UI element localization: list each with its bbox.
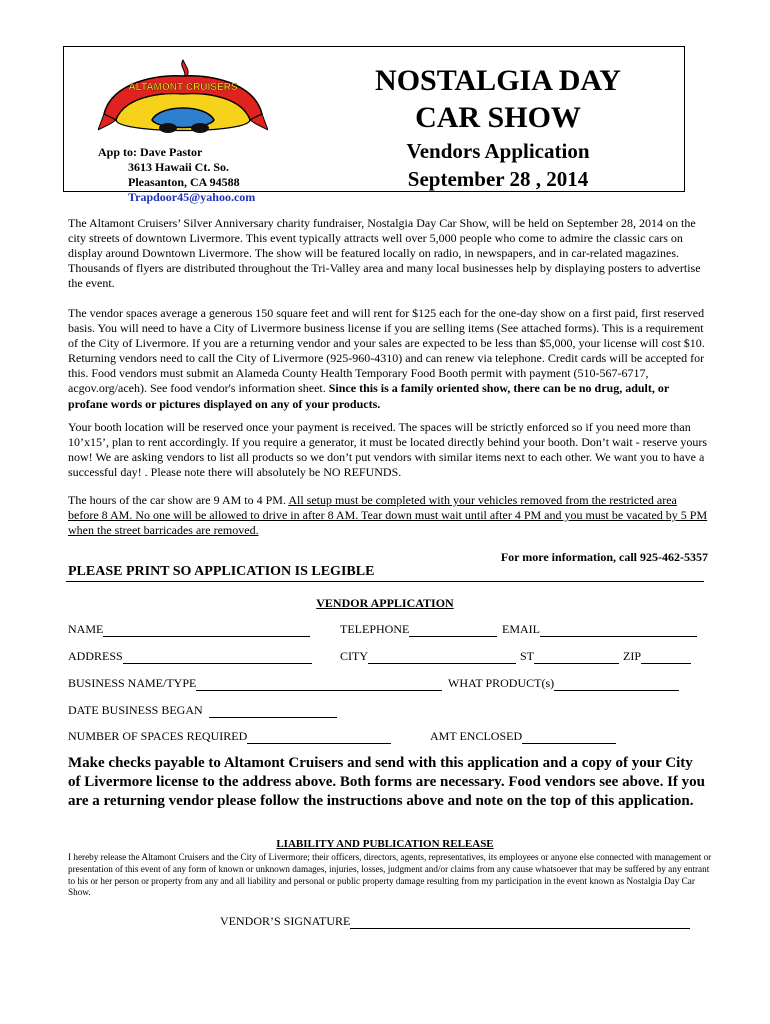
hours-text: The hours of the car show are 9 AM to 4 PM. [68,493,289,507]
business-field[interactable] [68,676,442,691]
setup-rules-text: All setup must be completed with your vehicles removed from the restricted area before 8 AM. No one will be allowed to drive in after 8 AM. Tear down must wait until after 4 PM and you must be vacated by 5 PM when the street barricades are removed. [68,493,708,538]
app-to-line: App to: Dave Pastor [98,145,203,159]
vendor-spaces-text: The vendor spaces average a generous 150 square feet and will rent for $125 each for the one-day show on a first paid, first reserved basis. You will need to have a City of Livermore business license if you are selling items (See attached forms). This is a requirement of the City of Livermore. If you are a returning vendor and your sales are expected to be less than $5,000, your license will cost $10. Returning vendors need to call the City of Livermore (925-960-4310) and can renew via telephone. Credit cards will be accepted for this. Food vendors must submit an Alameda County Health Temporary Food Booth permit with payment (510-567-6717, acgov.org/aceh). See food vendor's information sheet. [68,306,705,396]
product-field[interactable] [448,676,679,691]
spaces-label: NUMBER OF SPACES REQUIRED [68,729,248,743]
address-label: ADDRESS [68,649,123,663]
spaces-line[interactable] [247,731,391,744]
name-line[interactable] [103,624,310,637]
signature-label: VENDOR’S SIGNATURE [220,914,351,928]
liability-title: LIABILITY AND PUBLICATION RELEASE [276,838,494,850]
liability-release-text: I hereby release the Altamont Cruisers and the City of Livermore; their officers, directors, agents, representatives, its employees or anyone else connected with management or presentation of this event of any form of known or unknown damages, injuries, losses, judgment and/or claims from any cause whatsoever that may be suffered by any entrant to his or her person or property from any and all liability and personal or public property damage resulting from my participation in the event known as Nostalgia Day Car Show. [68,852,712,898]
state-field[interactable] [520,649,619,664]
zip-label: ZIP [623,649,641,663]
date-began-line[interactable] [209,705,337,718]
amount-line[interactable] [522,731,616,744]
business-line[interactable] [196,678,442,691]
business-label: BUSINESS NAME/TYPE [68,676,197,690]
email-label: EMAIL [502,622,540,636]
spaces-field[interactable] [68,729,391,744]
contact-email[interactable]: Trapdoor45@yahoo.com [128,190,256,204]
more-info-line: For more information, call 925-462-5357 [500,550,708,564]
print-legible-heading: PLEASE PRINT SO APPLICATION IS LEGIBLE [68,564,375,579]
zip-line[interactable] [641,651,691,664]
date-began-field[interactable] [68,703,337,718]
state-line[interactable] [534,651,619,664]
altamont-cruisers-logo [98,58,268,146]
city-field[interactable] [340,649,516,664]
city-label: CITY [340,649,368,663]
email-field[interactable] [502,622,697,637]
state-label: ST [520,649,535,663]
title-line-1: NOSTALGIA DAY [375,64,621,97]
telephone-line[interactable] [409,624,497,637]
product-label: WHAT PRODUCT(s) [448,676,555,690]
vendor-application-title: VENDOR APPLICATION [316,596,454,610]
booth-location-paragraph: Your booth location will be reserved once your payment is received. The spaces will be strictly enforced so if you need more than 10’x15’, plan to rent accordingly. If you require a generator, it must be located directly behind your booth. Don’t wait - reserve yours now! We are asking vendors to list all products so we don’t put vendors with similar items next to each other. We want you to have a successful day! . Please note there will absolutely be NO REFUNDS. [68,420,707,480]
heading-divider [66,581,704,582]
name-field[interactable] [68,622,310,637]
email-line[interactable] [540,624,697,637]
city-line[interactable] [368,651,516,664]
address-line[interactable] [123,651,312,664]
product-line[interactable] [554,678,679,691]
subtitle-line-1: Vendors Application [406,139,590,163]
hours-paragraph [68,493,708,538]
intro-paragraph: The Altamont Cruisers’ Silver Anniversary charity fundraiser, Nostalgia Day Car Show, will be held on September 28, 2014 on the city streets of downtown Livermore. This event typically attracts well over 5,000 people who come to admire the classic cars on display around Downtown Livermore. The show will be featured locally on radio, in newspapers, and in car-related magazines. Thousands of flyers are distributed throughout the Tri-Valley area and many local businesses help by displaying posters to advertise the event. [68,216,701,291]
date-began-label: DATE BUSINESS BEGAN [68,703,206,717]
amount-field[interactable] [430,729,616,744]
zip-field[interactable] [623,649,691,664]
telephone-label: TELEPHONE [340,622,410,636]
name-label: NAME [68,622,104,636]
family-show-notice: Since this is a family oriented show, there can be no drug, adult, or profane words or pictures displayed on any of your products. [68,381,669,411]
telephone-field[interactable] [340,622,497,637]
address-field[interactable] [68,649,312,664]
title-line-2: CAR SHOW [415,101,581,134]
signature-line[interactable] [350,916,690,929]
vendor-spaces-paragraph [68,306,708,412]
amount-label: AMT ENCLOSED [430,729,523,743]
logo-lettering: ALTAMONT CRUISERS [128,82,238,93]
address-line-2: Pleasanton, CA 94588 [128,175,240,189]
payment-instructions: Make checks payable to Altamont Cruisers and send with this application and a copy of your City of Livermore license to the address above. Both forms are necessary. Food vendors see above. If you are a returning vendor please follow the instructions above and note on the top of this application. [68,755,706,809]
subtitle-line-2: September 28 , 2014 [407,167,589,191]
address-line-1: 3613 Hawaii Ct. So. [128,160,230,174]
signature-field[interactable] [220,914,690,929]
